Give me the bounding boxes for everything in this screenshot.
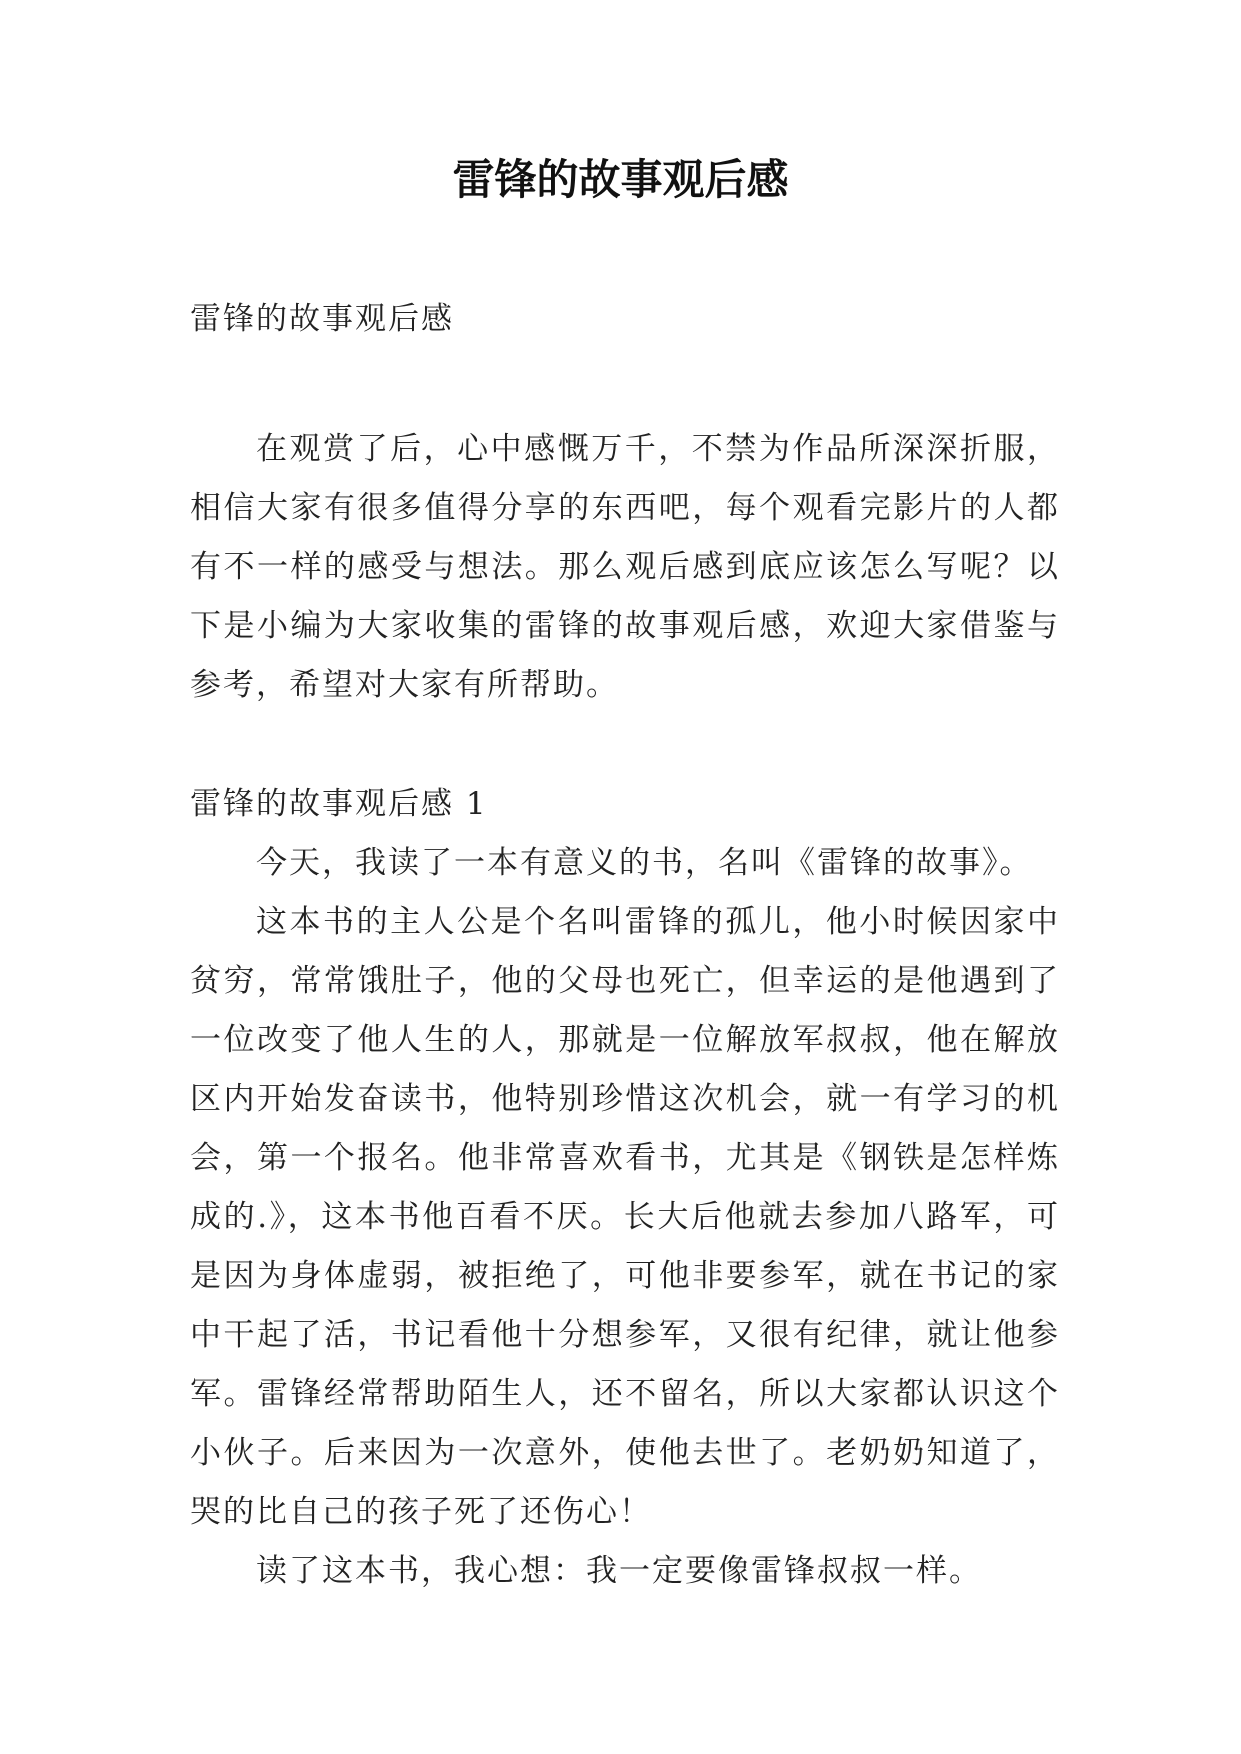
body-paragraph: 读了这本书，我心想：我一定要像雷锋叔叔一样。 (256, 1553, 982, 1589)
document-subtitle: 雷锋的故事观后感 (190, 301, 454, 337)
spacer (190, 349, 1060, 420)
document-body (190, 290, 1060, 1601)
body-paragraph: 这本书的主人公是个名叫雷锋的孤儿，他小时候因家中贫穷，常常饿肚子，他的父母也死亡，但幸运的是他遇到了一位改变了他人生的人，那就是一位解放军叔叔，他在解放区内开始发奋读书，他特别珍惜这次机会，就一有学习的机会，第一个报名。他非常喜欢看书，尤其是《钢铁是怎样炼成的.》，这本书他百看不厌。长大后他就去参加八路军，可是因为身体虚弱，被拒绝了，可他非要参军，就在书记的家中干起了活，书记看他十分想参军，又很有纪律，就让他参军。雷锋经常帮助陌生人，还不留名，所以大家都认识这个小伙子。后来因为一次意外，使他去世了。老奶奶知道了，哭的比自己的孩子死了还伤心！ (190, 904, 1060, 1530)
section-heading: 雷锋的故事观后感 1 (190, 786, 488, 822)
body-paragraph: 今天，我读了一本有意义的书，名叫《雷锋的故事》。 (256, 845, 1033, 881)
page-title: 雷锋的故事观后感 (452, 155, 789, 204)
spacer (190, 715, 1060, 775)
intro-paragraph: 在观赏了后，心中感慨万千，不禁为作品所深深折服，相信大家有很多值得分享的东西吧，每个观看完影片的人都有不一样的感受与想法。那么观后感到底应该怎么写呢？以下是小编为大家收集的雷锋的故事观后感，欢迎大家借鉴与参考，希望对大家有所帮助。 (190, 431, 1060, 703)
